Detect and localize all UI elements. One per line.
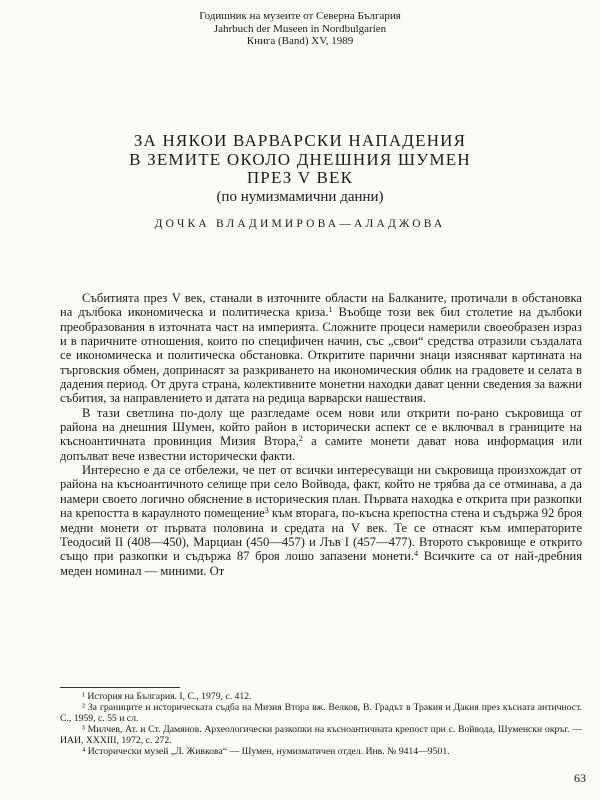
page-number: 63 [574,771,586,785]
paragraph-1 [60,291,582,406]
header-line-journal-bg: Годишник на музеите от Северна България [199,10,401,22]
article-author: ДОЧКА ВЛАДИМИРОВА—АЛАДЖОВА [154,217,446,230]
paragraph-3-text-c: Всичките са от най-дребния меден номинал — миними. От [60,549,582,578]
article-body [60,291,582,578]
paragraph-1-text-a: Събитията през V век, станали в източните области на Балканите, протичали в обстановка на дълбока икономическа и политическа криза. [60,291,582,320]
footnote-ref-4: 4 [414,549,419,559]
article-title-line-2: В ЗЕМИТЕ ОКОЛО ДНЕШНИЯ ШУМЕН [129,149,471,169]
paragraph-1-text-b: Въобще този век бил столетие на дълбоки преобразования в източната част на империята. Сложните процеси намерили своеобразен израз и в паричните отношения, които по специфичен начин, със „свои“ средства отразили създалата се икономическа и политическа обстановка. Откритите парични знаци изясняват картината на търговския обмен, допринасят за разкриването на икономическия облик на градовете и селата в дадения период. От друга страна, колективните монетни находки дават ценни сведения за важни събития, за направлението и датата на редица варварски нашествия. [60,305,582,406]
header-line-volume: Книга (Band) XV, 1989 [246,35,354,47]
footnote-3: ³ Милчев, Ат. и Ст. Дамянов. Археологически разкопки на късноантичната крепост при с. Войвода, Шуменски окръг. — ИАИ, XXXIII, 1972, с. 272. [60,724,582,747]
footnote-ref-2: 2 [298,434,303,444]
article-title-block [0,132,600,230]
footnote-1: ¹ История на България. I, С., 1979, с. 412. [82,691,252,702]
paragraph-3 [60,463,582,578]
paragraph-2 [60,406,582,463]
footnote-ref-1: 1 [328,305,333,315]
running-header [0,10,600,48]
header-line-journal-de: Jahrbuch der Museen in Nordbulgarien [213,22,387,35]
article-title-line-1: ЗА НЯКОИ ВАРВАРСКИ НАПАДЕНИЯ [133,131,467,150]
paragraph-2-text-a: В тази светлина по-долу ще разгледаме осем нови или открити по-рано съкровища от района на днешния Шумен, който район в исторически аспект се е включвал в границите на късноантичната провинция Мизия Втора, [60,405,582,449]
footnote-ref-3: 3 [264,506,269,516]
footnote-2: ² За границите и историческата съдба на Мизия Втора вж. Велков, В. Градът в Тракия и Дакия през късната античност. С., 1959, с. 55 и сл. [60,702,582,725]
article-title-line-3: ПРЕЗ V ВЕК [246,168,354,187]
footnote-4: ⁴ Исторически музей „Л. Живкова“ — Шумен, нумизматичен отдел. Инв. № 9414—9501. [82,746,450,758]
footnote-separator [60,687,180,688]
footnotes [60,691,582,758]
article-subtitle: (по нумизмамични данни) [216,188,384,205]
paragraph-3-text-b: към вторага, по-късна крепостна стена и съдържа 92 броя медни монети от първата половина и средата на V век. Те се отнасят към императорите Теодосий II (408—450), Марциан (450—457) и Лъв I (457—477). Второто съкровище е открито също при разкопки и съдържа 87 броя лошо запазени монети. [60,506,582,564]
paragraph-3-text-a: Интересно е да се отбележи, че пет от всички интересуващи ни съкровища произхождат от района на късноантичното селище при село Войвода, факт, който не трябва да се отминава, а да намери своето логично обяснение в историческия план. Първата находка е открита при разкопки на крепостта в караулното помещение [60,463,582,521]
paragraph-2-text-b: а самите монети дават нова информация или допълват вече известни исторически факти. [60,434,583,463]
